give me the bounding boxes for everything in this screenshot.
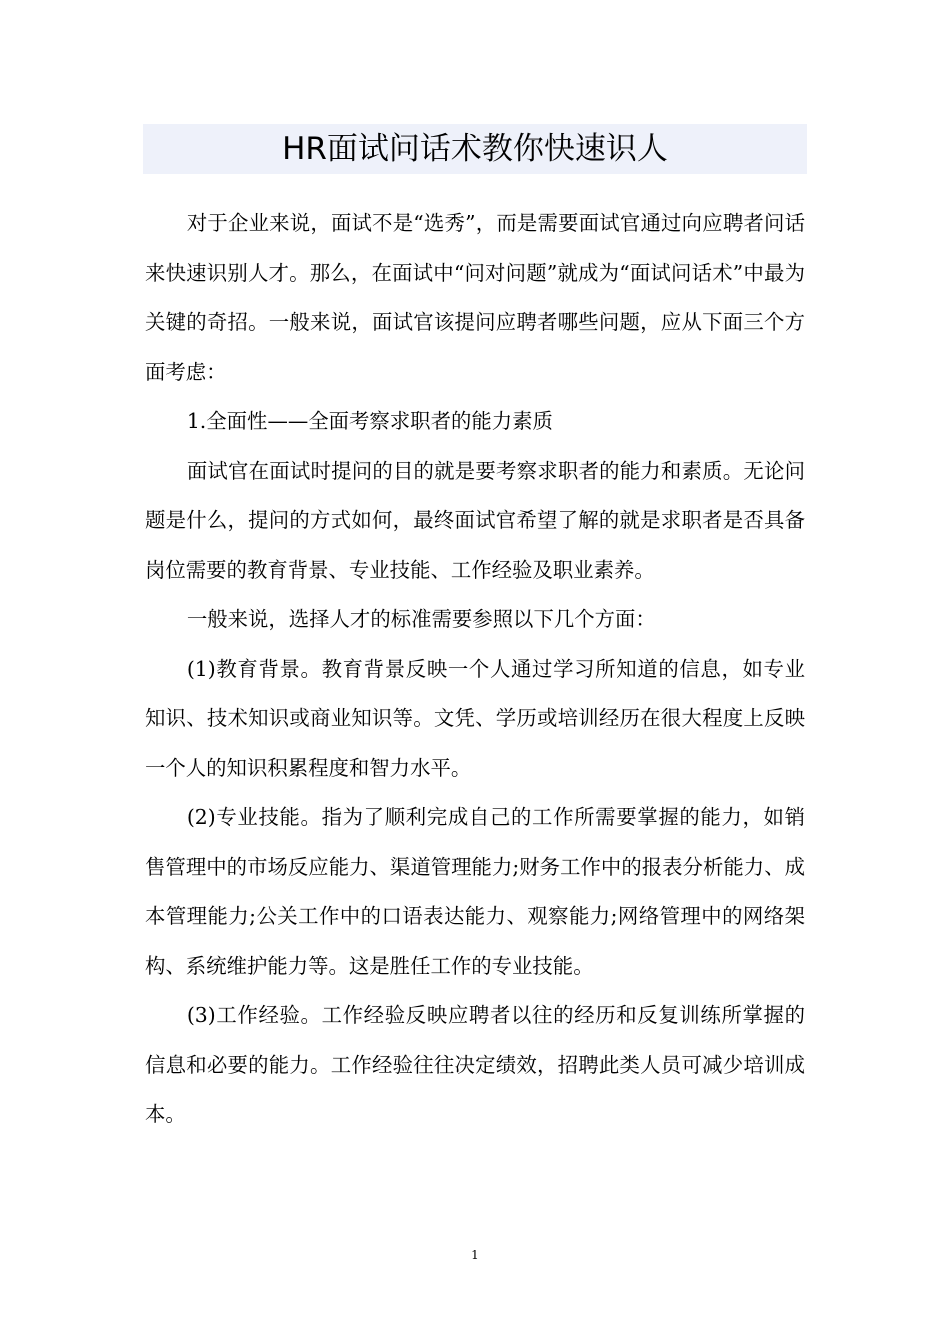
- paragraph-education: (1)教育背景。教育背景反映一个人通过学习所知道的信息，如专业知识、技术知识或商业知识等。文凭、学历或培训经历在很大程度上反映一个人的知识积累程度和智力水平。: [145, 656, 805, 780]
- document-title: HR面试问话术教你快速识人: [282, 131, 668, 167]
- section-heading-comprehensiveness: 1.全面性——全面考察求职者的能力素质: [186, 409, 553, 433]
- document-body: [145, 199, 805, 1140]
- paragraph-intro: 对于企业来说，面试不是“选秀”，而是需要面试官通过向应聘者问话来快速识别人才。那么，在面试中“问对问题”就成为“面试问话术”中最为关键的奇招。一般来说，面试官该提问应聘者哪些问题，应从下面三个方面考虑：: [145, 211, 805, 384]
- paragraph-purpose: 面试官在面试时提问的目的就是要考察求职者的能力和素质。无论问题是什么，提问的方式如何，最终面试官希望了解的就是求职者是否具备岗位需要的教育背景、专业技能、工作经验及职业素养。: [145, 458, 805, 582]
- paragraph-criteria-intro: 一般来说，选择人才的标准需要参照以下几个方面：: [186, 607, 656, 631]
- page-number: 1: [471, 1248, 479, 1262]
- paragraph-experience: (3)工作经验。工作经验反映应聘者以往的经历和反复训练所掌握的信息和必要的能力。工作经验往往决定绩效，招聘此类人员可减少培训成本。: [145, 1003, 805, 1126]
- paragraph-skills: (2)专业技能。指为了顺利完成自己的工作所需要掌握的能力，如销售管理中的市场反应能力、渠道管理能力;财务工作中的报表分析能力、成本管理能力;公关工作中的口语表达能力、观察能力;网络管理中的网络架构、系统维护能力等。这是胜任工作的专业技能。: [145, 805, 805, 978]
